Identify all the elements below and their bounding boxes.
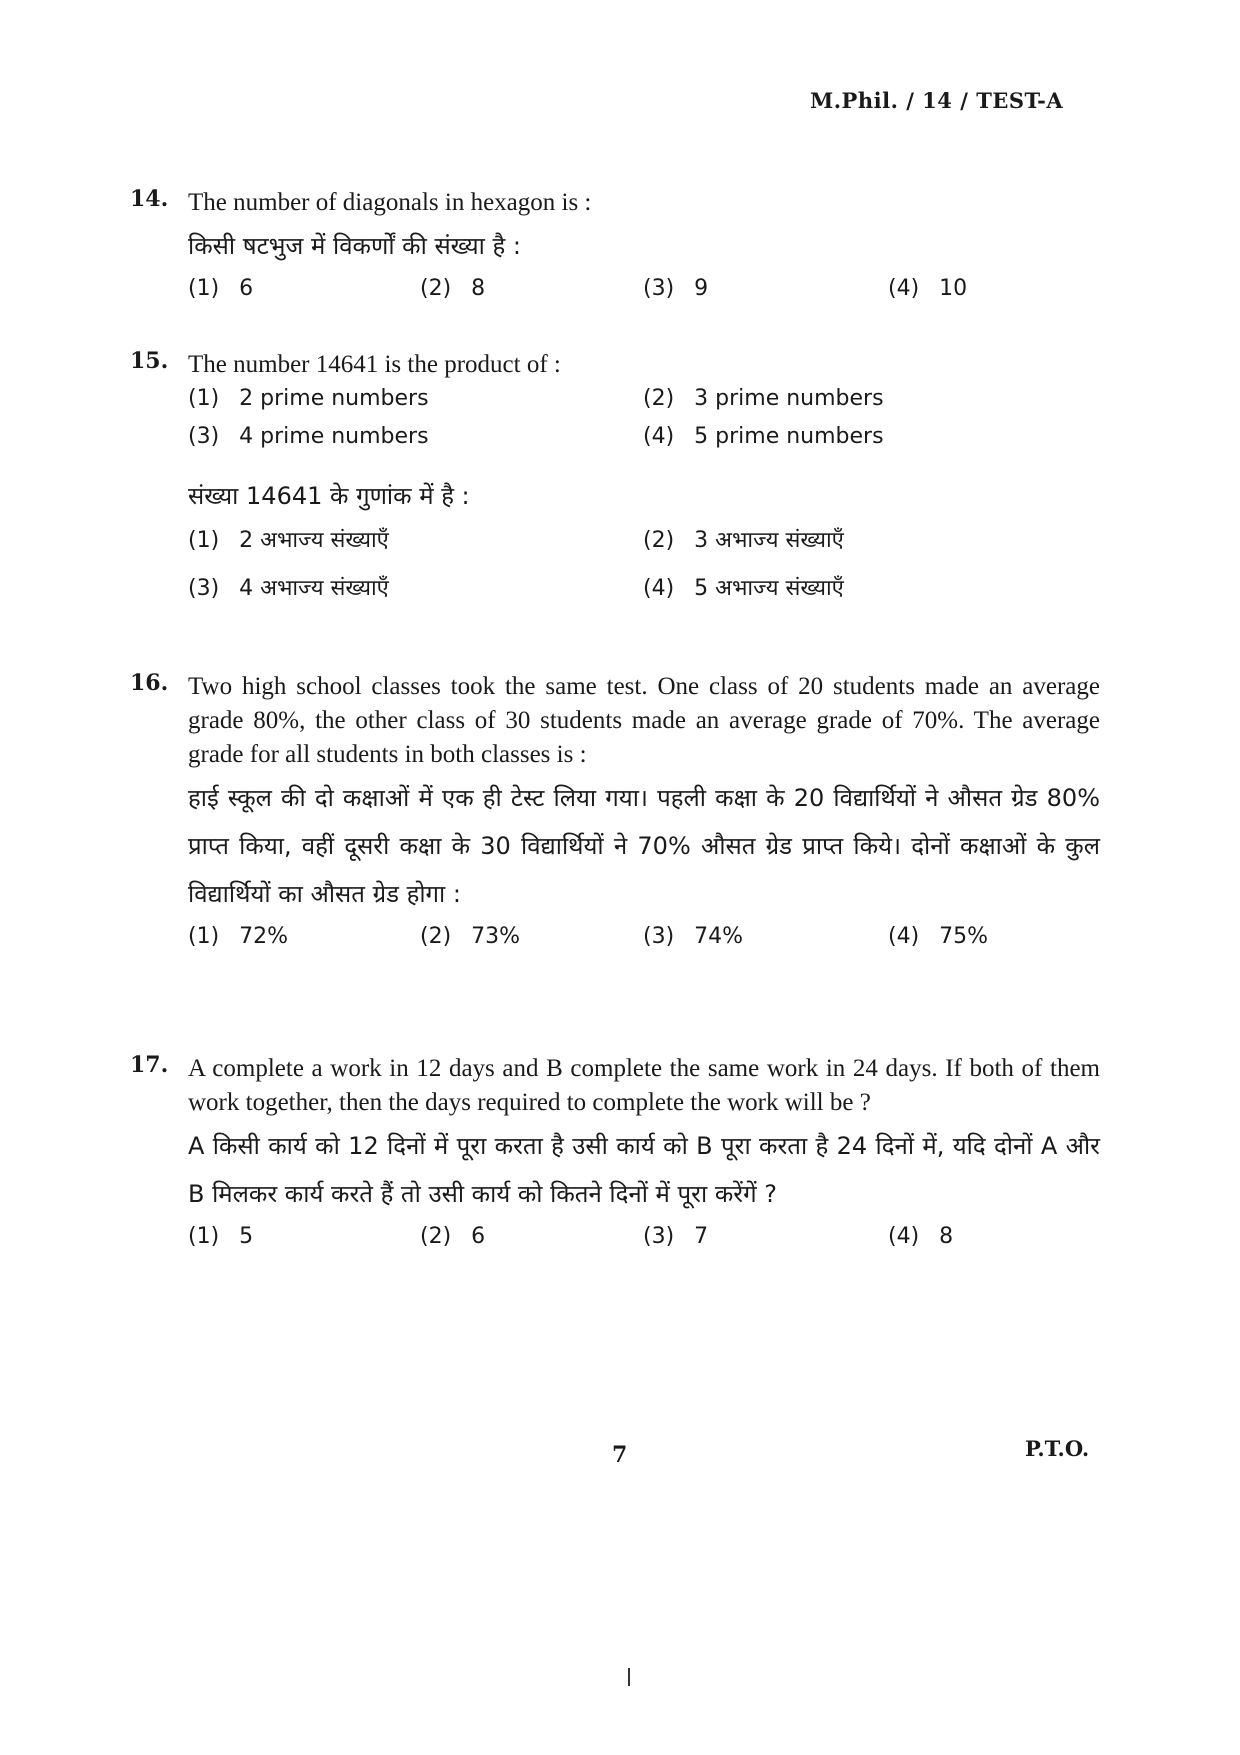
option-2: (2) 3 अभाज्य संख्याएँ <box>643 528 844 553</box>
options-hi <box>188 520 1100 616</box>
option-4: (4) 10 <box>888 276 968 301</box>
page-number: 7 <box>612 1442 628 1468</box>
question-16 <box>130 670 1100 958</box>
option-1: (1) 5 <box>188 1224 254 1249</box>
option-4: (4) 75% <box>888 924 989 949</box>
question-text-en: The number 14641 is the product of : <box>188 351 561 378</box>
question-17 <box>130 1052 1100 1258</box>
option-2: (2) 6 <box>420 1224 486 1249</box>
paper-code: M.Phil. / 14 / TEST-A <box>810 88 1064 113</box>
options <box>188 270 1100 310</box>
option-4: (4) 5 prime numbers <box>643 424 884 449</box>
question-text-hi: संख्या 14641 के गुणांक में है : <box>188 482 470 510</box>
question-number: 15. <box>130 348 169 374</box>
option-3: (3) 4 prime numbers <box>188 424 429 449</box>
question-14 <box>130 186 1100 310</box>
option-1: (1) 2 prime numbers <box>188 386 429 411</box>
please-turn-over: P.T.O. <box>1025 1436 1090 1461</box>
scan-mark <box>628 1668 630 1686</box>
option-4: (4) 8 <box>888 1224 954 1249</box>
option-1: (1) 72% <box>188 924 289 949</box>
question-number: 17. <box>130 1052 169 1078</box>
option-2: (2) 8 <box>420 276 486 301</box>
option-2: (2) 3 prime numbers <box>643 386 884 411</box>
options-en <box>188 382 1100 458</box>
question-text-hi: A किसी कार्य को 12 दिनों में पूरा करता है उसी कार्य को B पूरा करता है 24 दिनों में, यदि दोनों A और B मिलकर कार्य करते हैं तो उसी कार्य को कितने दिनों में पूरा करेंगें ? <box>188 1132 1100 1208</box>
option-1: (1) 2 अभाज्य संख्याएँ <box>188 528 389 553</box>
question-number: 16. <box>130 670 169 696</box>
option-4: (4) 5 अभाज्य संख्याएँ <box>643 576 844 601</box>
question-text-hi: किसी षटभुज में विकर्णों की संख्या है : <box>188 232 521 260</box>
question-number: 14. <box>130 186 169 212</box>
question-text-en: The number of diagonals in hexagon is : <box>188 189 592 216</box>
options <box>188 918 1100 958</box>
option-3: (3) 4 अभाज्य संख्याएँ <box>188 576 389 601</box>
option-1: (1) 6 <box>188 276 254 301</box>
option-3: (3) 9 <box>643 276 709 301</box>
question-text-en: Two high school classes took the same test. One class of 20 students made an average grade 80%, the other class of 30 students made an average grade of 70%. The average grade for all students in both classes is : <box>188 673 1100 768</box>
option-3: (3) 7 <box>643 1224 709 1249</box>
option-3: (3) 74% <box>643 924 744 949</box>
question-text-en: A complete a work in 12 days and B complete the same work in 24 days. If both of them work together, then the days required to complete the work will be ? <box>188 1055 1100 1116</box>
question-text-hi: हाई स्कूल की दो कक्षाओं में एक ही टेस्ट लिया गया। पहली कक्षा के 20 विद्यार्थियों ने औसत ग्रेड 80% प्राप्त किया, वहीं दूसरी कक्षा के 30 विद्यार्थियों ने 70% औसत ग्रेड प्राप्त किये। दोनों कक्षाओं के कुल विद्यार्थियों का औसत ग्रेड होगा : <box>188 784 1100 908</box>
option-2: (2) 73% <box>420 924 521 949</box>
question-15 <box>130 348 1100 616</box>
options <box>188 1218 1100 1258</box>
